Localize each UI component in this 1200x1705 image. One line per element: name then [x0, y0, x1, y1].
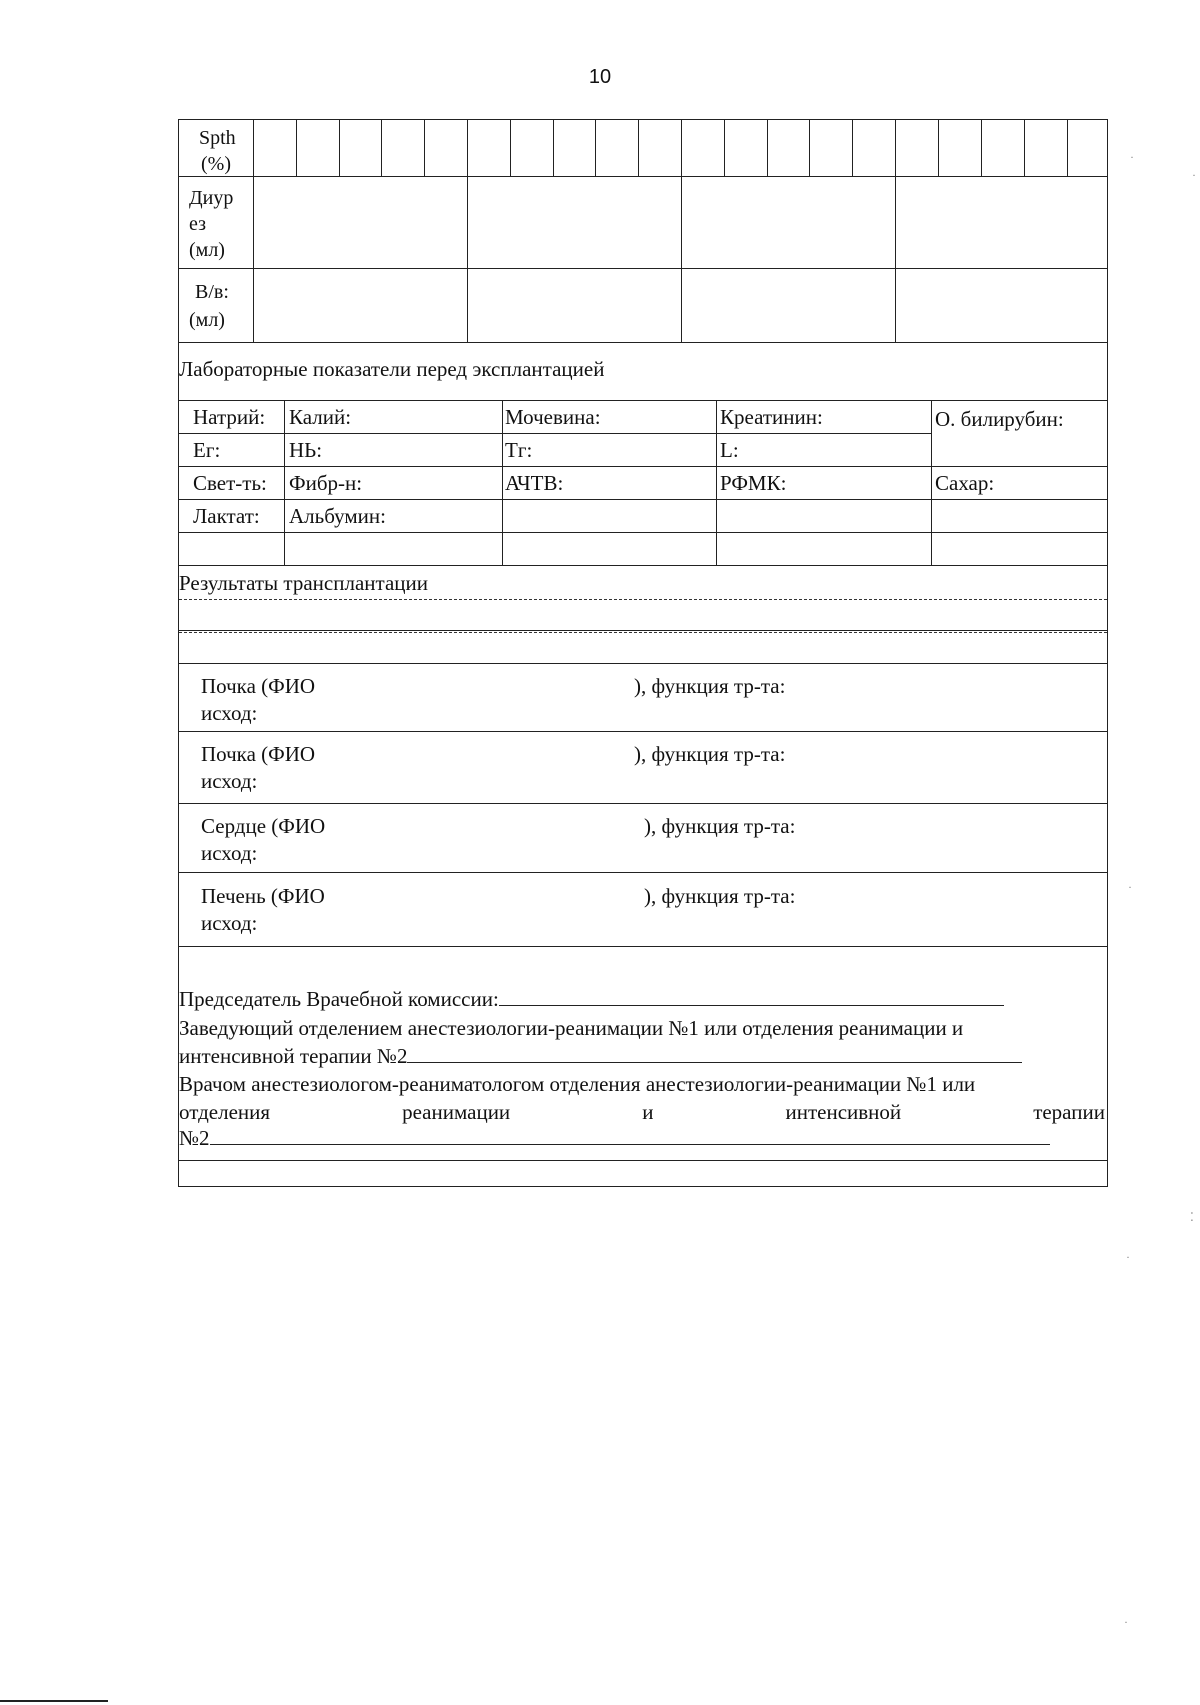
spo2-unit: (%)	[201, 153, 231, 175]
diuresis-unit: (мл)	[189, 239, 225, 261]
organ-function: ), функция тр-та:	[644, 814, 796, 838]
organ-name: Почка (ФИО	[201, 742, 316, 766]
lab-leukocytes: L:	[720, 438, 739, 462]
doctor-signature-line	[179, 1125, 1050, 1151]
doctor-word: терапии	[1033, 1100, 1105, 1124]
diuresis-label-cont: ез	[189, 213, 207, 235]
doctor-word: отделения	[179, 1100, 271, 1124]
head-signature-line	[179, 1043, 1022, 1069]
scan-speck: ⁚	[1190, 1210, 1194, 1224]
organ-outcome: исход:	[201, 841, 258, 865]
footnote-rule	[0, 1700, 108, 1702]
doctor-signature-field[interactable]	[210, 1126, 1050, 1145]
chairman-label: Председатель Врачебной комиссии:	[179, 987, 499, 1011]
organ-function: ), функция тр-та:	[634, 674, 786, 698]
lab-hb: НЬ:	[289, 438, 323, 462]
lab-creatinine: Креатинин:	[720, 405, 823, 429]
lab-lactate: Лактат:	[193, 504, 260, 528]
scan-speck: ·	[1128, 880, 1132, 894]
doctor-label-line2	[179, 1099, 1105, 1125]
doctor-label-line1: Врачом анестезиологом-реаниматологом отделения анестезиологии-реанимации №1 или	[179, 1072, 976, 1096]
organ-outcome: исход:	[201, 911, 258, 935]
page-number: 10	[588, 66, 612, 88]
lab-sodium: Натрий:	[193, 405, 266, 429]
chairman-signature-line	[179, 986, 1004, 1012]
head-label-line1: Заведующий отделением анестезиологии-реанимации №1 или отделения реанимации и	[179, 1016, 964, 1040]
organ-function: ), функция тр-та:	[634, 742, 786, 766]
scan-speck: ·	[1192, 168, 1196, 182]
lab-albumin: Альбумин:	[289, 504, 386, 528]
head-signature-field[interactable]	[407, 1044, 1022, 1063]
organ-name: Почка (ФИО	[201, 674, 316, 698]
iv-label: В/в:	[195, 281, 229, 303]
organ-name: Сердце (ФИО	[201, 814, 326, 838]
transplant-form	[178, 119, 1108, 1187]
organ-function: ), функция тр-та:	[644, 884, 796, 908]
lab-clotting-time: Свет-ть:	[193, 471, 267, 495]
doctor-label-line3: №2	[179, 1126, 210, 1150]
doctor-word: интенсивной	[785, 1100, 902, 1124]
lab-rfmk: РФМК:	[720, 471, 787, 495]
chairman-signature-field[interactable]	[499, 987, 1004, 1006]
head-label-line2: интенсивной терапии №2	[179, 1044, 408, 1068]
lab-tr: Тг:	[505, 438, 533, 462]
lab-fibrinogen: Фибр-н:	[289, 471, 363, 495]
diuresis-label: Диур	[189, 187, 234, 209]
doctor-word: реанимации	[402, 1100, 511, 1124]
organ-name: Печень (ФИО	[201, 884, 325, 908]
scan-speck: ·	[1130, 150, 1134, 164]
spo2-label: Spth	[199, 127, 236, 149]
organ-outcome: исход:	[201, 769, 258, 793]
results-section-title: Результаты трансплантации	[179, 571, 428, 595]
lab-bilirubin: О. билирубин:	[935, 407, 1064, 431]
iv-unit: (мл)	[189, 309, 225, 331]
lab-aptt: АЧТВ:	[505, 471, 564, 495]
lab-er: Ег:	[193, 438, 221, 462]
lab-glucose: Сахар:	[935, 471, 995, 495]
organ-outcome: исход:	[201, 701, 258, 725]
doctor-word: и	[642, 1100, 654, 1124]
lab-potassium: Калий:	[289, 405, 352, 429]
lab-urea: Мочевина:	[505, 405, 601, 429]
scan-speck: ·	[1126, 1250, 1130, 1264]
lab-section-title: Лабораторные показатели перед эксплантацией	[179, 357, 605, 381]
scan-speck: ·	[1124, 1615, 1128, 1629]
